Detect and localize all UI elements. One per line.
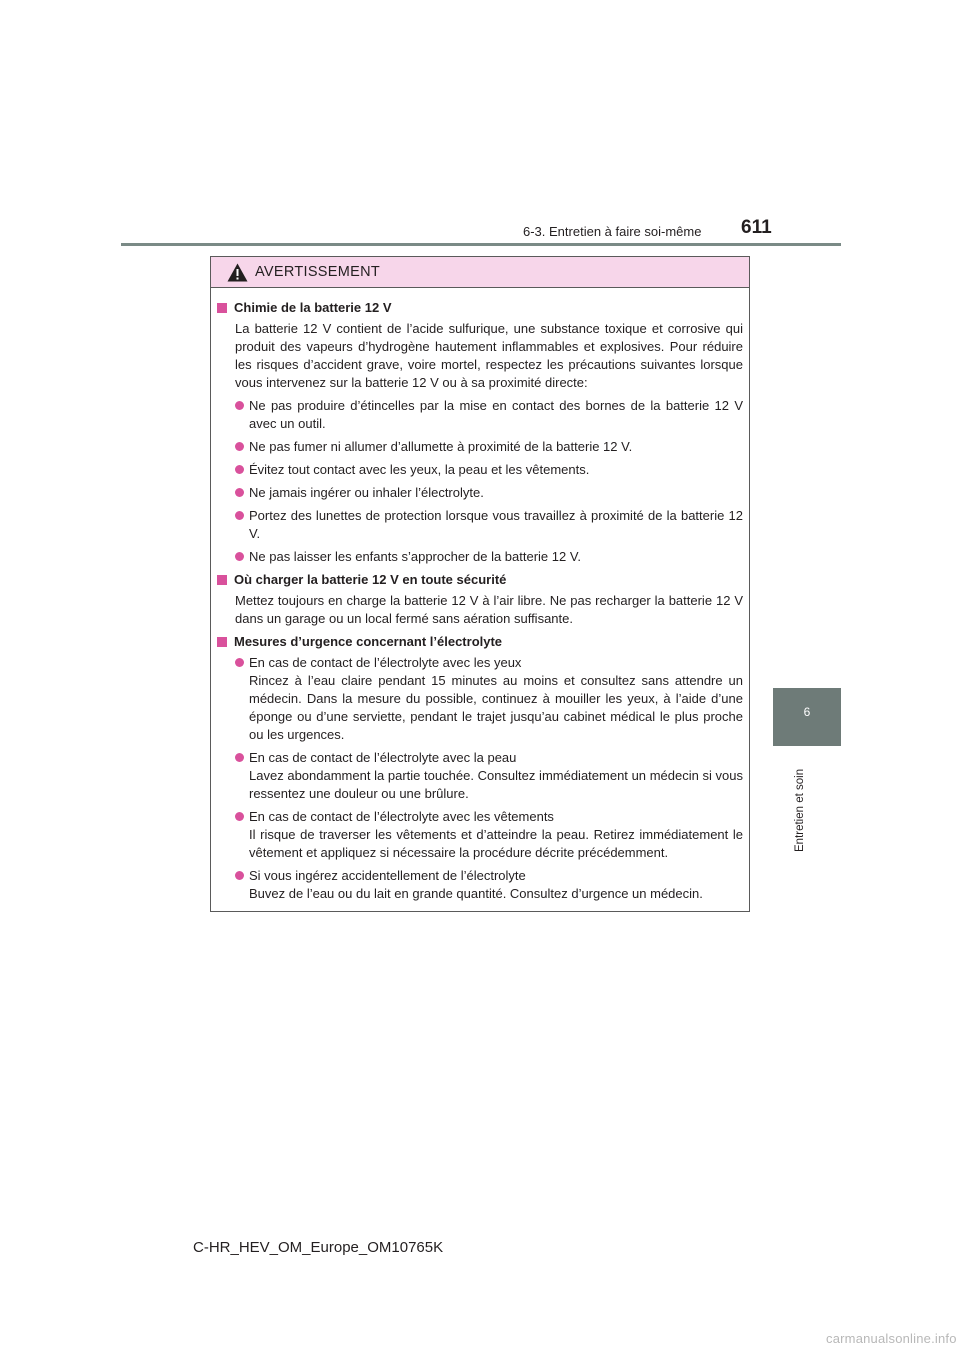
circle-bullet-icon [235,442,244,451]
circle-bullet-icon [235,552,244,561]
circle-bullet-icon [235,871,244,880]
page-number: 611 [741,217,772,238]
chapter-side-label [794,760,806,852]
chapter-side-label-text: Entretien et soin [794,768,806,852]
list-item [235,654,743,744]
list-item-title: En cas de contact de l’électrolyte avec les vêtements [249,809,554,824]
section-intro: La batterie 12 V contient de l’acide sulfurique, une substance toxique et corrosive qui produit des vapeurs d’hydrogène hautement inflammables et explosives. Pour réduire les risques d’accident grave, voire mortel, respectez les précautions suivantes lorsque vous intervenez sur la batterie 12 V ou à sa proximité directe: [235,321,743,390]
warning-triangle-icon [227,263,248,282]
list-item-title: Si vous ingérez accidentellement de l’électrolyte [249,868,526,883]
list-item [235,484,743,502]
square-bullet-icon [217,637,227,647]
circle-bullet-icon [235,488,244,497]
list-item-title: En cas de contact de l’électrolyte avec la peau [249,750,517,765]
list-item-text: Ne jamais ingérer ou inhaler l’électrolyte. [249,485,484,500]
list-item [235,548,743,566]
circle-bullet-icon [235,812,244,821]
list-item [235,438,743,456]
circle-bullet-icon [235,753,244,762]
chapter-tab-number: 6 [803,705,811,719]
warning-title: AVERTISSEMENT [255,264,381,280]
warning-header [211,257,749,288]
section-heading [217,633,743,651]
list-item-text: Ne pas laisser les enfants s’approcher de la batterie 12 V. [249,549,581,564]
list-item-text: Portez des lunettes de protection lorsque vous travaillez à proximité de la batterie 12 V. [249,508,743,541]
list-item [235,749,743,803]
square-bullet-icon [217,575,227,585]
warning-box [210,256,750,912]
list-item [235,397,743,433]
warning-body [211,288,749,903]
list-item-text: Ne pas produire d’étincelles par la mise en contact des bornes de la batterie 12 V avec un outil. [249,398,743,431]
circle-bullet-icon [235,511,244,520]
list-item-text: Évitez tout contact avec les yeux, la peau et les vêtements. [249,462,590,477]
list-item-title: En cas de contact de l’électrolyte avec les yeux [249,655,522,670]
document-id: C-HR_HEV_OM_Europe_OM10765K [193,1239,444,1256]
section-heading-text: Chimie de la batterie 12 V [234,300,392,315]
circle-bullet-icon [235,658,244,667]
list-item-text: Lavez abondamment la partie touchée. Consultez immédiatement un médecin si vous ressentez une douleur ou une brûlure. [249,768,743,801]
list-item-text: Rincez à l’eau claire pendant 15 minutes au moins et consultez sans attendre un médecin. Dans la mesure du possible, continuez à mouiller les yeux, à l’aide d’une éponge ou d’une serviette, pendant le trajet jusqu’au cabinet médical le plus proche ou les urgences. [249,673,743,742]
list-item [235,507,743,543]
list-item [235,461,743,479]
list-item [235,808,743,862]
section-title: 6-3. Entretien à faire soi-même [523,224,702,239]
section-heading-text: Mesures d’urgence concernant l’électrolyte [234,634,503,649]
circle-bullet-icon [235,401,244,410]
section-heading-text: Où charger la batterie 12 V en toute sécurité [234,572,507,587]
section-heading [217,571,743,589]
watermark: carmanualsonline.info [826,1331,957,1346]
list-item-text: Il risque de traverser les vêtements et d’atteindre la peau. Retirez immédiatement le vêtement et appliquez si nécessaire la procédure décrite précédemment. [249,827,743,860]
list-item [235,867,743,903]
section-intro: Mettez toujours en charge la batterie 12 V à l’air libre. Ne pas recharger la batterie 12 V dans un garage ou un local fermé sans aération suffisante. [235,593,743,626]
section-heading [217,299,743,317]
list-item-text: Ne pas fumer ni allumer d’allumette à proximité de la batterie 12 V. [249,439,633,454]
circle-bullet-icon [235,465,244,474]
header-divider [121,243,841,246]
list-item-text: Buvez de l’eau ou du lait en grande quantité. Consultez d’urgence un médecin. [249,886,703,901]
square-bullet-icon [217,303,227,313]
